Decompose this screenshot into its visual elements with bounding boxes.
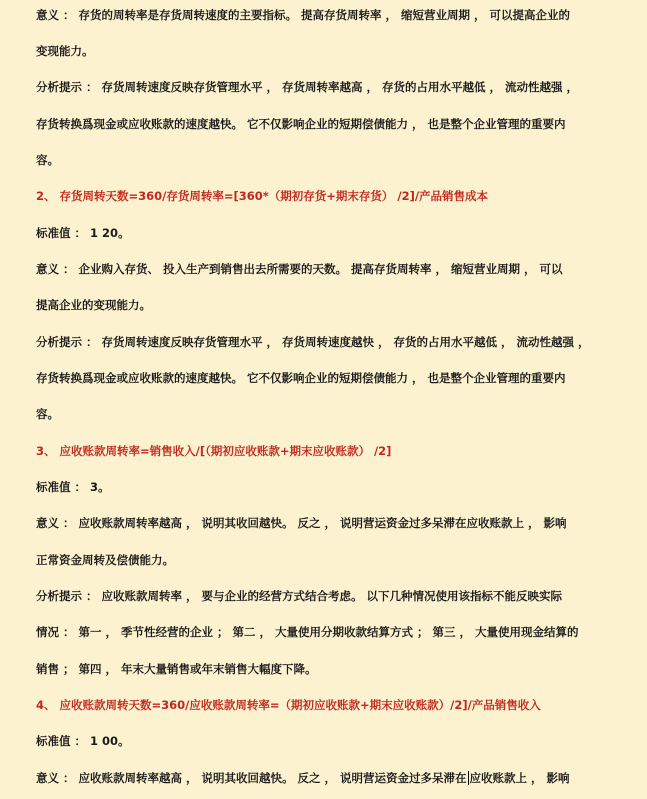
text-after-cursor: 应收账款上 ， 影响 [469,771,570,785]
heading-receivables-turnover: 3、 应收账款周转率=销售收入/[（期初应收账款+期末应收账款） /2] [36,444,392,458]
standard-value-receivables-turnover: 标准值 ： 3。 [36,480,110,494]
paragraph-meaning-receivables-turnover-cont: 正常资金周转及偿债能力。 [36,553,174,567]
paragraph-analysis-receivables-turnover-end: 销售 ； 第四 ， 年末大量销售或年末销售大幅度下降。 [36,662,317,676]
heading-receivables-turnover-days: 4、 应收账款周转天数=360/应收账款周转率=（期初应收账款+期末应收账款）/2]/产品销售收入 [36,698,541,712]
paragraph-analysis-inventory-days-cont: 存货转换爲现金或应收账款的速度越快。 它不仅影响企业的短期偿债能力 ， 也是整个企业管理的重要内 [36,371,566,385]
standard-value-inventory-days: 标准值 ： 1 20。 [36,226,130,240]
paragraph-meaning-receivables-turnover: 意义 ： 应收账款周转率越高 ， 说明其收回越快。 反之 ， 说明营运资金过多呆滞在应收账款上 ， 影响 [36,516,567,530]
paragraph-meaning-inventory-days-cont: 提高企业的变现能力。 [36,298,151,312]
paragraph-meaning-inventory-turnover-cont: 变现能力。 [36,44,94,58]
heading-inventory-turnover-days: 2、 存货周转天数=360/存货周转率=[360*（期初存货+期末存货） /2]/产品销售成本 [36,189,489,203]
text-before-cursor: 意义 ： 应收账款周转率越高 ， 说明其收回越快。 反之 ， 说明营运资金过多呆滞在 [36,771,467,785]
paragraph-analysis-receivables-turnover-cont: 情况 ： 第一 ， 季节性经营的企业 ； 第二 ， 大量使用分期收款结算方式 ； 第三 ， 大量使用现金结算的 [36,625,579,639]
paragraph-analysis-inventory-turnover: 分析提示 ： 存货周转速度反映存货管理水平 ， 存货周转率越高 ， 存货的占用水平越低 ， 流动性越强 ， [36,80,579,94]
paragraph-meaning-inventory-turnover: 意义 ： 存货的周转率是存货周转速度的主要指标。 提高存货周转率 ， 缩短营业周期 ， 可以提高企业的 [36,8,571,22]
paragraph-analysis-receivables-turnover: 分析提示 ： 应收账款周转率 ， 要与企业的经营方式结合考虑。 以下几种情况使用该指标不能反映实际 [36,589,563,603]
paragraph-analysis-inventory-turnover-end: 容。 [36,153,59,167]
paragraph-analysis-inventory-turnover-cont: 存货转换爲现金或应收账款的速度越快。 它不仅影响企业的短期偿债能力 ， 也是整个企业管理的重要内 [36,117,566,131]
text-cursor [468,771,469,785]
paragraph-analysis-inventory-days: 分析提示 ： 存货周转速度反映存货管理水平 ， 存货周转速度越快 ， 存货的占用水平越低 ， 流动性越强 ， [36,335,590,349]
paragraph-meaning-inventory-days: 意义 ： 企业购入存货、 投入生产到销售出去所需要的天数。 提高存货周转率 ， 缩短营业周期 ， 可以 [36,262,563,276]
paragraph-analysis-inventory-days-end: 容。 [36,407,59,421]
standard-value-receivables-days: 标准值 ： 1 00。 [36,734,130,748]
paragraph-meaning-receivables-days[interactable] [36,771,617,785]
